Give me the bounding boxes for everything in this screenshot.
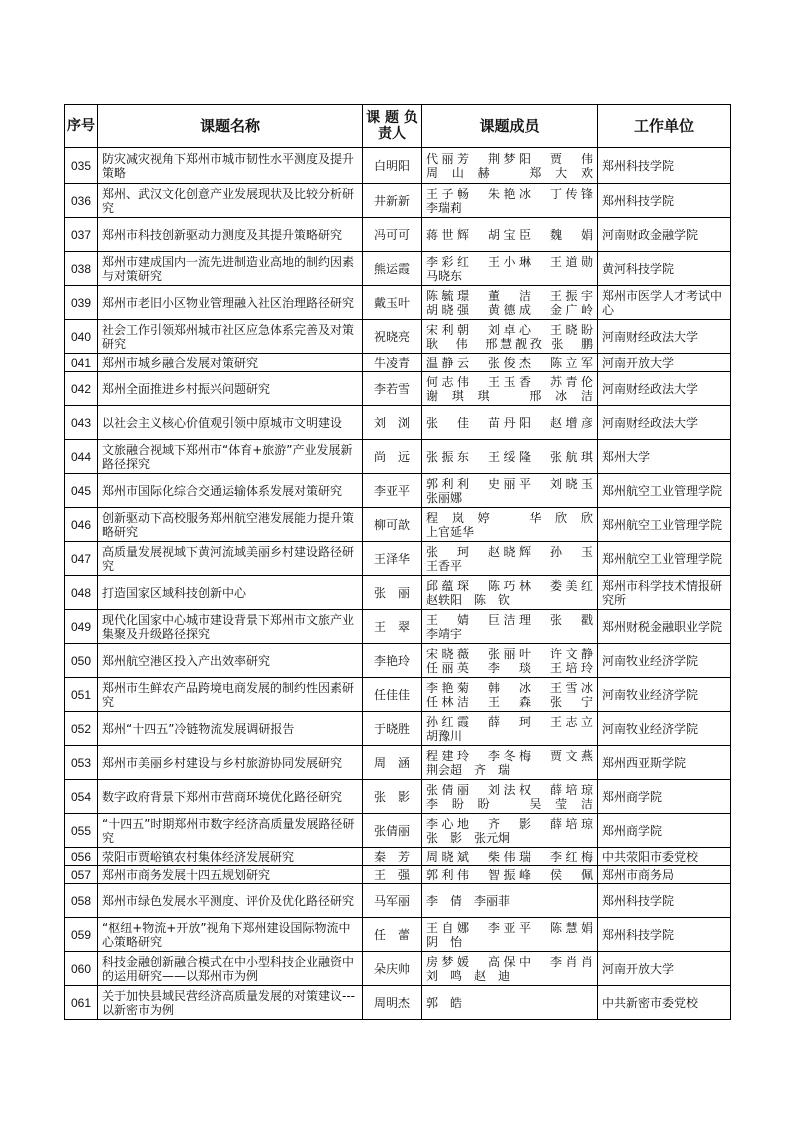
topic-title: 郑州市商务发展十四五规划研究 bbox=[98, 866, 363, 884]
table-row bbox=[65, 644, 731, 678]
table-row bbox=[65, 184, 731, 218]
topic-title: 科技金融创新融合模式在中小型科技企业融资中的运用研究——以郑州市为例 bbox=[98, 952, 363, 986]
member-line: 李彩红 王小琳 王道勋 bbox=[426, 254, 593, 269]
table-row bbox=[65, 712, 731, 746]
topic-title: 以社会主义核心价值观引领中原城市文明建设 bbox=[98, 406, 363, 440]
topic-leader: 李艳玲 bbox=[363, 644, 422, 678]
table-header bbox=[65, 105, 731, 148]
topic-members bbox=[422, 884, 598, 918]
table-row bbox=[65, 918, 731, 952]
topic-title: 防灾减灾视角下郑州市城市韧性水平测度及提升策略 bbox=[98, 148, 363, 184]
work-unit: 河南开放大学 bbox=[598, 354, 731, 372]
member-line: 程建玲 李冬梅 贾文燕 bbox=[426, 748, 593, 763]
topic-title: 文旅融合视域下郑州市“体育+旅游”产业发展新路径探究 bbox=[98, 440, 363, 474]
row-number: 043 bbox=[65, 406, 98, 440]
member-line: 邱蕴琛 陈巧林 娄美红 bbox=[426, 578, 593, 593]
topic-leader: 祝晓亮 bbox=[363, 320, 422, 354]
table-row bbox=[65, 354, 731, 372]
work-unit: 河南财经政法大学 bbox=[598, 372, 731, 406]
member-line: 谢琪琪 邢冰洁 bbox=[426, 388, 593, 403]
row-number: 040 bbox=[65, 320, 98, 354]
topic-leader: 任 蕾 bbox=[363, 918, 422, 952]
topic-title: 郑州市绿色发展水平测度、评价及优化路径研究 bbox=[98, 884, 363, 918]
work-unit: 河南开放大学 bbox=[598, 952, 731, 986]
table-row bbox=[65, 576, 731, 610]
work-unit: 郑州航空工业管理学院 bbox=[598, 474, 731, 508]
member-line: 赵轶阳 陈 钦 bbox=[426, 592, 511, 607]
topic-title: 荥阳市贾峪镇农村集体经济发展研究 bbox=[98, 848, 363, 866]
member-line: 李 倩 李丽菲 bbox=[426, 893, 511, 908]
row-number: 048 bbox=[65, 576, 98, 610]
member-line: 李盼盼 吴莹洁 bbox=[426, 796, 593, 811]
topic-title: 郑州市国际化综合交通运输体系发展对策研究 bbox=[98, 474, 363, 508]
member-line: 荆会超 齐 瑞 bbox=[426, 762, 511, 777]
topic-members bbox=[422, 918, 598, 952]
work-unit: 郑州财税金融职业学院 bbox=[598, 610, 731, 644]
table-row bbox=[65, 884, 731, 918]
topic-members bbox=[422, 986, 598, 1020]
topic-leader: 张 影 bbox=[363, 780, 422, 814]
topic-members bbox=[422, 712, 598, 746]
topic-title: 郑州“十四五”冷链物流发展调研报告 bbox=[98, 712, 363, 746]
topic-leader: 尚 远 bbox=[363, 440, 422, 474]
topic-members bbox=[422, 508, 598, 542]
member-line: 马晓东 bbox=[426, 268, 463, 283]
member-line: 张 佳 苗丹阳 赵增彦 bbox=[426, 415, 593, 430]
table-row bbox=[65, 406, 731, 440]
work-unit: 郑州航空工业管理学院 bbox=[598, 508, 731, 542]
member-line: 耿 伟 邢慧靓孜 张 鹏 bbox=[426, 336, 593, 351]
member-line: 周山赫 郑大欢 bbox=[426, 165, 593, 180]
table-row bbox=[65, 372, 731, 406]
row-number: 051 bbox=[65, 678, 98, 712]
topic-members bbox=[422, 746, 598, 780]
work-unit: 郑州大学 bbox=[598, 440, 731, 474]
topic-members bbox=[422, 218, 598, 252]
topic-title: 郑州市科技创新驱动力测度及其提升策略研究 bbox=[98, 218, 363, 252]
work-unit: 郑州科技学院 bbox=[598, 148, 731, 184]
topic-members bbox=[422, 148, 598, 184]
table-row bbox=[65, 320, 731, 354]
work-unit: 郑州市商务局 bbox=[598, 866, 731, 884]
table-row bbox=[65, 148, 731, 184]
row-number: 059 bbox=[65, 918, 98, 952]
document-page bbox=[64, 104, 730, 1020]
member-line: 蒋世辉 胡宝臣 魏 娟 bbox=[426, 227, 593, 242]
member-line: 任丽英 李 琰 王培玲 bbox=[426, 660, 593, 675]
topic-members bbox=[422, 610, 598, 644]
work-unit: 河南财经政法大学 bbox=[598, 406, 731, 440]
work-unit: 郑州航空工业管理学院 bbox=[598, 542, 731, 576]
member-line: 张丽娜 bbox=[426, 490, 463, 505]
table-row bbox=[65, 814, 731, 848]
table-row bbox=[65, 474, 731, 508]
member-line: 张 影 张元炯 bbox=[426, 830, 511, 845]
table-row bbox=[65, 746, 731, 780]
member-line: 房梦媛 高保中 李肖肖 bbox=[426, 954, 593, 969]
header-unit: 工作单位 bbox=[598, 105, 731, 148]
table-row bbox=[65, 610, 731, 644]
table-row bbox=[65, 848, 731, 866]
member-line: 任林洁 王 森 张 宁 bbox=[426, 694, 593, 709]
topic-title: 关于加快县域民营经济高质量发展的对策建议---以新密市为例 bbox=[98, 986, 363, 1020]
topic-title: 郑州市建成国内一流先进制造业高地的制约因素与对策研究 bbox=[98, 252, 363, 286]
topic-leader: 冯可可 bbox=[363, 218, 422, 252]
member-line: 李瑞莉 bbox=[426, 200, 463, 215]
row-number: 047 bbox=[65, 542, 98, 576]
row-number: 056 bbox=[65, 848, 98, 866]
header-row bbox=[65, 105, 731, 148]
work-unit: 郑州商学院 bbox=[598, 814, 731, 848]
member-line: 代丽芳 荆梦阳 贾 伟 bbox=[426, 151, 593, 166]
topic-leader: 张 丽 bbox=[363, 576, 422, 610]
research-topics-table bbox=[64, 104, 731, 1020]
topic-members bbox=[422, 576, 598, 610]
table-row bbox=[65, 866, 731, 884]
topic-leader: 任佳佳 bbox=[363, 678, 422, 712]
member-line: 李心地 齐 影 薛培琼 bbox=[426, 816, 593, 831]
table-row bbox=[65, 678, 731, 712]
member-line: 胡豫川 bbox=[426, 728, 463, 743]
member-line: 宋利朝 刘卓心 王晓盼 bbox=[426, 322, 593, 337]
topic-title: 数字政府背景下郑州市营商环境优化路径研究 bbox=[98, 780, 363, 814]
topic-members bbox=[422, 286, 598, 320]
member-line: 张 珂 赵晓辉 孙 玉 bbox=[426, 544, 593, 559]
topic-title: 郑州市美丽乡村建设与乡村旅游协同发展研究 bbox=[98, 746, 363, 780]
work-unit: 郑州科技学院 bbox=[598, 884, 731, 918]
topic-members bbox=[422, 320, 598, 354]
work-unit: 黄河科技学院 bbox=[598, 252, 731, 286]
work-unit: 郑州科技学院 bbox=[598, 918, 731, 952]
member-line: 阴 怡 bbox=[426, 934, 463, 949]
table-row bbox=[65, 218, 731, 252]
topic-title: 现代化国家中心城市建设背景下郑州市文旅产业集聚及升级路径探究 bbox=[98, 610, 363, 644]
member-line: 周晓斌 柴伟瑞 李红梅 bbox=[426, 849, 593, 864]
topic-leader: 刘 浏 bbox=[363, 406, 422, 440]
member-line: 程岚婷 华欣欣 bbox=[426, 510, 593, 525]
row-number: 055 bbox=[65, 814, 98, 848]
row-number: 045 bbox=[65, 474, 98, 508]
member-line: 胡晓强 黄德成 金广岭 bbox=[426, 302, 593, 317]
row-number: 042 bbox=[65, 372, 98, 406]
member-line: 郭 皓 bbox=[426, 995, 463, 1010]
topic-leader: 周 涵 bbox=[363, 746, 422, 780]
topic-members bbox=[422, 952, 598, 986]
topic-leader: 戴玉叶 bbox=[363, 286, 422, 320]
row-number: 050 bbox=[65, 644, 98, 678]
topic-members bbox=[422, 474, 598, 508]
topic-leader: 张倩丽 bbox=[363, 814, 422, 848]
member-line: 陈毓璟 董 洁 王振宇 bbox=[426, 288, 593, 303]
work-unit: 郑州科技学院 bbox=[598, 184, 731, 218]
work-unit: 河南财政金融学院 bbox=[598, 218, 731, 252]
member-line: 张振东 王绥隆 张航琪 bbox=[426, 449, 593, 464]
member-line: 王香平 bbox=[426, 558, 463, 573]
row-number: 039 bbox=[65, 286, 98, 320]
topic-members bbox=[422, 406, 598, 440]
member-line: 孙红霞 薛 珂 王志立 bbox=[426, 714, 593, 729]
member-line: 温静云 张俊杰 陈立军 bbox=[426, 355, 593, 370]
header-title: 课题名称 bbox=[98, 105, 363, 148]
topic-members bbox=[422, 372, 598, 406]
work-unit: 郑州市医学人才考试中心 bbox=[598, 286, 731, 320]
member-line: 刘 鸣 赵 迪 bbox=[426, 968, 511, 983]
topic-members bbox=[422, 848, 598, 866]
topic-title: 创新驱动下高校服务郑州航空港发展能力提升策略研究 bbox=[98, 508, 363, 542]
topic-title: 社会工作引领郑州城市社区应急体系完善及对策研究 bbox=[98, 320, 363, 354]
topic-leader: 柳可歆 bbox=[363, 508, 422, 542]
row-number: 060 bbox=[65, 952, 98, 986]
topic-leader: 白明阳 bbox=[363, 148, 422, 184]
member-line: 王自娜 李亚平 陈慧娟 bbox=[426, 920, 593, 935]
member-line: 上官延华 bbox=[426, 524, 475, 539]
row-number: 035 bbox=[65, 148, 98, 184]
member-line: 李艳菊 韩 冰 王雪冰 bbox=[426, 680, 593, 695]
table-row bbox=[65, 286, 731, 320]
work-unit: 河南牧业经济学院 bbox=[598, 644, 731, 678]
member-line: 何志伟 王玉香 苏青伦 bbox=[426, 374, 593, 389]
topic-title: 郑州市生鲜农产品跨境电商发展的制约性因素研究 bbox=[98, 678, 363, 712]
topic-members bbox=[422, 354, 598, 372]
work-unit: 中共荥阳市委党校 bbox=[598, 848, 731, 866]
table-row bbox=[65, 542, 731, 576]
work-unit: 河南牧业经济学院 bbox=[598, 712, 731, 746]
topic-title: 郑州全面推进乡村振兴问题研究 bbox=[98, 372, 363, 406]
topic-title: 高质量发展视域下黄河流域美丽乡村建设路径研究 bbox=[98, 542, 363, 576]
table-row bbox=[65, 440, 731, 474]
topic-leader: 井新新 bbox=[363, 184, 422, 218]
member-line: 王 婧 巨洁理 张 戳 bbox=[426, 612, 593, 627]
table-row bbox=[65, 986, 731, 1020]
header-lead: 课 题 负责人 bbox=[363, 105, 422, 148]
topic-leader: 王 强 bbox=[363, 866, 422, 884]
row-number: 041 bbox=[65, 354, 98, 372]
work-unit: 郑州市科学技术情报研究所 bbox=[598, 576, 731, 610]
topic-leader: 牛凌青 bbox=[363, 354, 422, 372]
header-members: 课题成员 bbox=[422, 105, 598, 148]
topic-leader: 王 翠 bbox=[363, 610, 422, 644]
header-num: 序号 bbox=[65, 105, 98, 148]
work-unit: 郑州西亚斯学院 bbox=[598, 746, 731, 780]
topic-leader: 于晓胜 bbox=[363, 712, 422, 746]
topic-leader: 李若雪 bbox=[363, 372, 422, 406]
work-unit: 河南牧业经济学院 bbox=[598, 678, 731, 712]
topic-title: “十四五”时期郑州市数字经济高质量发展路径研究 bbox=[98, 814, 363, 848]
row-number: 037 bbox=[65, 218, 98, 252]
row-number: 053 bbox=[65, 746, 98, 780]
topic-leader: 秦 芳 bbox=[363, 848, 422, 866]
row-number: 057 bbox=[65, 866, 98, 884]
topic-title: 打造国家区域科技创新中心 bbox=[98, 576, 363, 610]
topic-leader: 王泽华 bbox=[363, 542, 422, 576]
row-number: 061 bbox=[65, 986, 98, 1020]
member-line: 郭利伟 智振峰 侯 佩 bbox=[426, 867, 593, 882]
topic-members bbox=[422, 678, 598, 712]
member-line: 王子畅 朱艳冰 丁传锋 bbox=[426, 186, 593, 201]
topic-members bbox=[422, 644, 598, 678]
work-unit: 河南财经政法大学 bbox=[598, 320, 731, 354]
member-line: 郭利利 史丽平 刘晓玉 bbox=[426, 476, 593, 491]
row-number: 044 bbox=[65, 440, 98, 474]
topic-members bbox=[422, 814, 598, 848]
table-row bbox=[65, 952, 731, 986]
row-number: 049 bbox=[65, 610, 98, 644]
topic-members bbox=[422, 252, 598, 286]
topic-title: 郑州、武汉文化创意产业发展现状及比较分析研究 bbox=[98, 184, 363, 218]
work-unit: 郑州商学院 bbox=[598, 780, 731, 814]
table-body bbox=[65, 148, 731, 1020]
row-number: 036 bbox=[65, 184, 98, 218]
member-line: 张倩丽 刘法权 薛培琼 bbox=[426, 782, 593, 797]
topic-members bbox=[422, 866, 598, 884]
member-line: 李靖宇 bbox=[426, 626, 463, 641]
topic-title: “枢纽+物流+开放”视角下郑州建设国际物流中心策略研究 bbox=[98, 918, 363, 952]
row-number: 046 bbox=[65, 508, 98, 542]
topic-title: 郑州市老旧小区物业管理融入社区治理路径研究 bbox=[98, 286, 363, 320]
topic-members bbox=[422, 780, 598, 814]
work-unit: 中共新密市委党校 bbox=[598, 986, 731, 1020]
topic-leader: 李亚平 bbox=[363, 474, 422, 508]
topic-members bbox=[422, 184, 598, 218]
member-line: 宋晓薇 张丽叶 许文静 bbox=[426, 646, 593, 661]
row-number: 058 bbox=[65, 884, 98, 918]
topic-leader: 马军丽 bbox=[363, 884, 422, 918]
topic-leader: 周明杰 bbox=[363, 986, 422, 1020]
topic-title: 郑州航空港区投入产出效率研究 bbox=[98, 644, 363, 678]
topic-leader: 熊运霞 bbox=[363, 252, 422, 286]
table-row bbox=[65, 780, 731, 814]
row-number: 054 bbox=[65, 780, 98, 814]
table-row bbox=[65, 508, 731, 542]
row-number: 038 bbox=[65, 252, 98, 286]
row-number: 052 bbox=[65, 712, 98, 746]
topic-leader: 朵庆帅 bbox=[363, 952, 422, 986]
topic-members bbox=[422, 440, 598, 474]
topic-members bbox=[422, 542, 598, 576]
topic-title: 郑州市城乡融合发展对策研究 bbox=[98, 354, 363, 372]
table-row bbox=[65, 252, 731, 286]
